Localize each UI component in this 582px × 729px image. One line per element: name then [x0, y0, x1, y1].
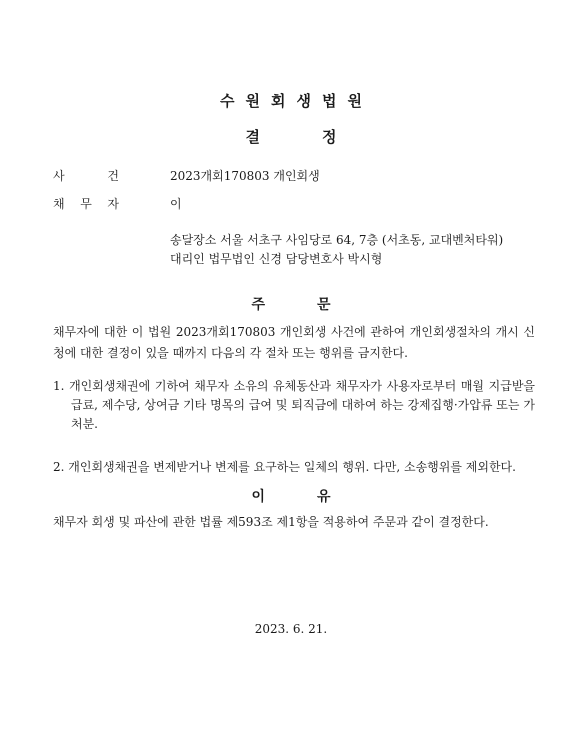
- order-intro: 채무자에 대한 이 법원 2023개회170803 개인회생 사건에 관하여 개인회생절차의 개시 신청에 대한 결정이 있을 때까지 다음의 각 절차 또는 행위를 금지한다.: [53, 325, 535, 360]
- reason-text: 채무자 회생 및 파산에 관한 법률 제593조 제1항을 적용하여 주문과 같이 결정한다.: [53, 515, 489, 529]
- debtor-name: 이: [170, 197, 182, 211]
- document-type-char-1: 결: [245, 128, 260, 146]
- order-title: 주 문: [251, 297, 331, 313]
- service-address: 송달장소 서울 서초구 사임당로 64, 7층 (서초동, 교대벤처타워): [170, 233, 504, 247]
- case-label: 사 건: [53, 169, 119, 183]
- legal-representative: 대리인 법무법인 신경 담당변호사 박시형: [170, 252, 383, 266]
- case-number: 2023개회170803 개인회생: [170, 169, 320, 183]
- document-type-title: [0, 126, 582, 147]
- court-name: 수원회생법원: [220, 92, 373, 110]
- debtor-label: 채 무 자: [53, 197, 119, 211]
- order-item-1: 1. 개인회생채권에 기하여 채무자 소유의 유체동산과 채무자가 사용자로부터 매월 지급받을 급료, 제수당, 상여금 기타 명목의 급여 및 퇴직금에 대하여 하는 강제집행·가압류 또는 가처분.: [53, 379, 535, 431]
- document-type-char-2: 정: [322, 128, 337, 146]
- order-item-2: 2. 개인회생채권을 변제받거나 변제를 요구하는 일체의 행위. 다만, 소송행위를 제외한다.: [53, 460, 516, 474]
- reason-title: 이 유: [251, 489, 331, 505]
- decision-date: 2023. 6. 21.: [254, 622, 328, 636]
